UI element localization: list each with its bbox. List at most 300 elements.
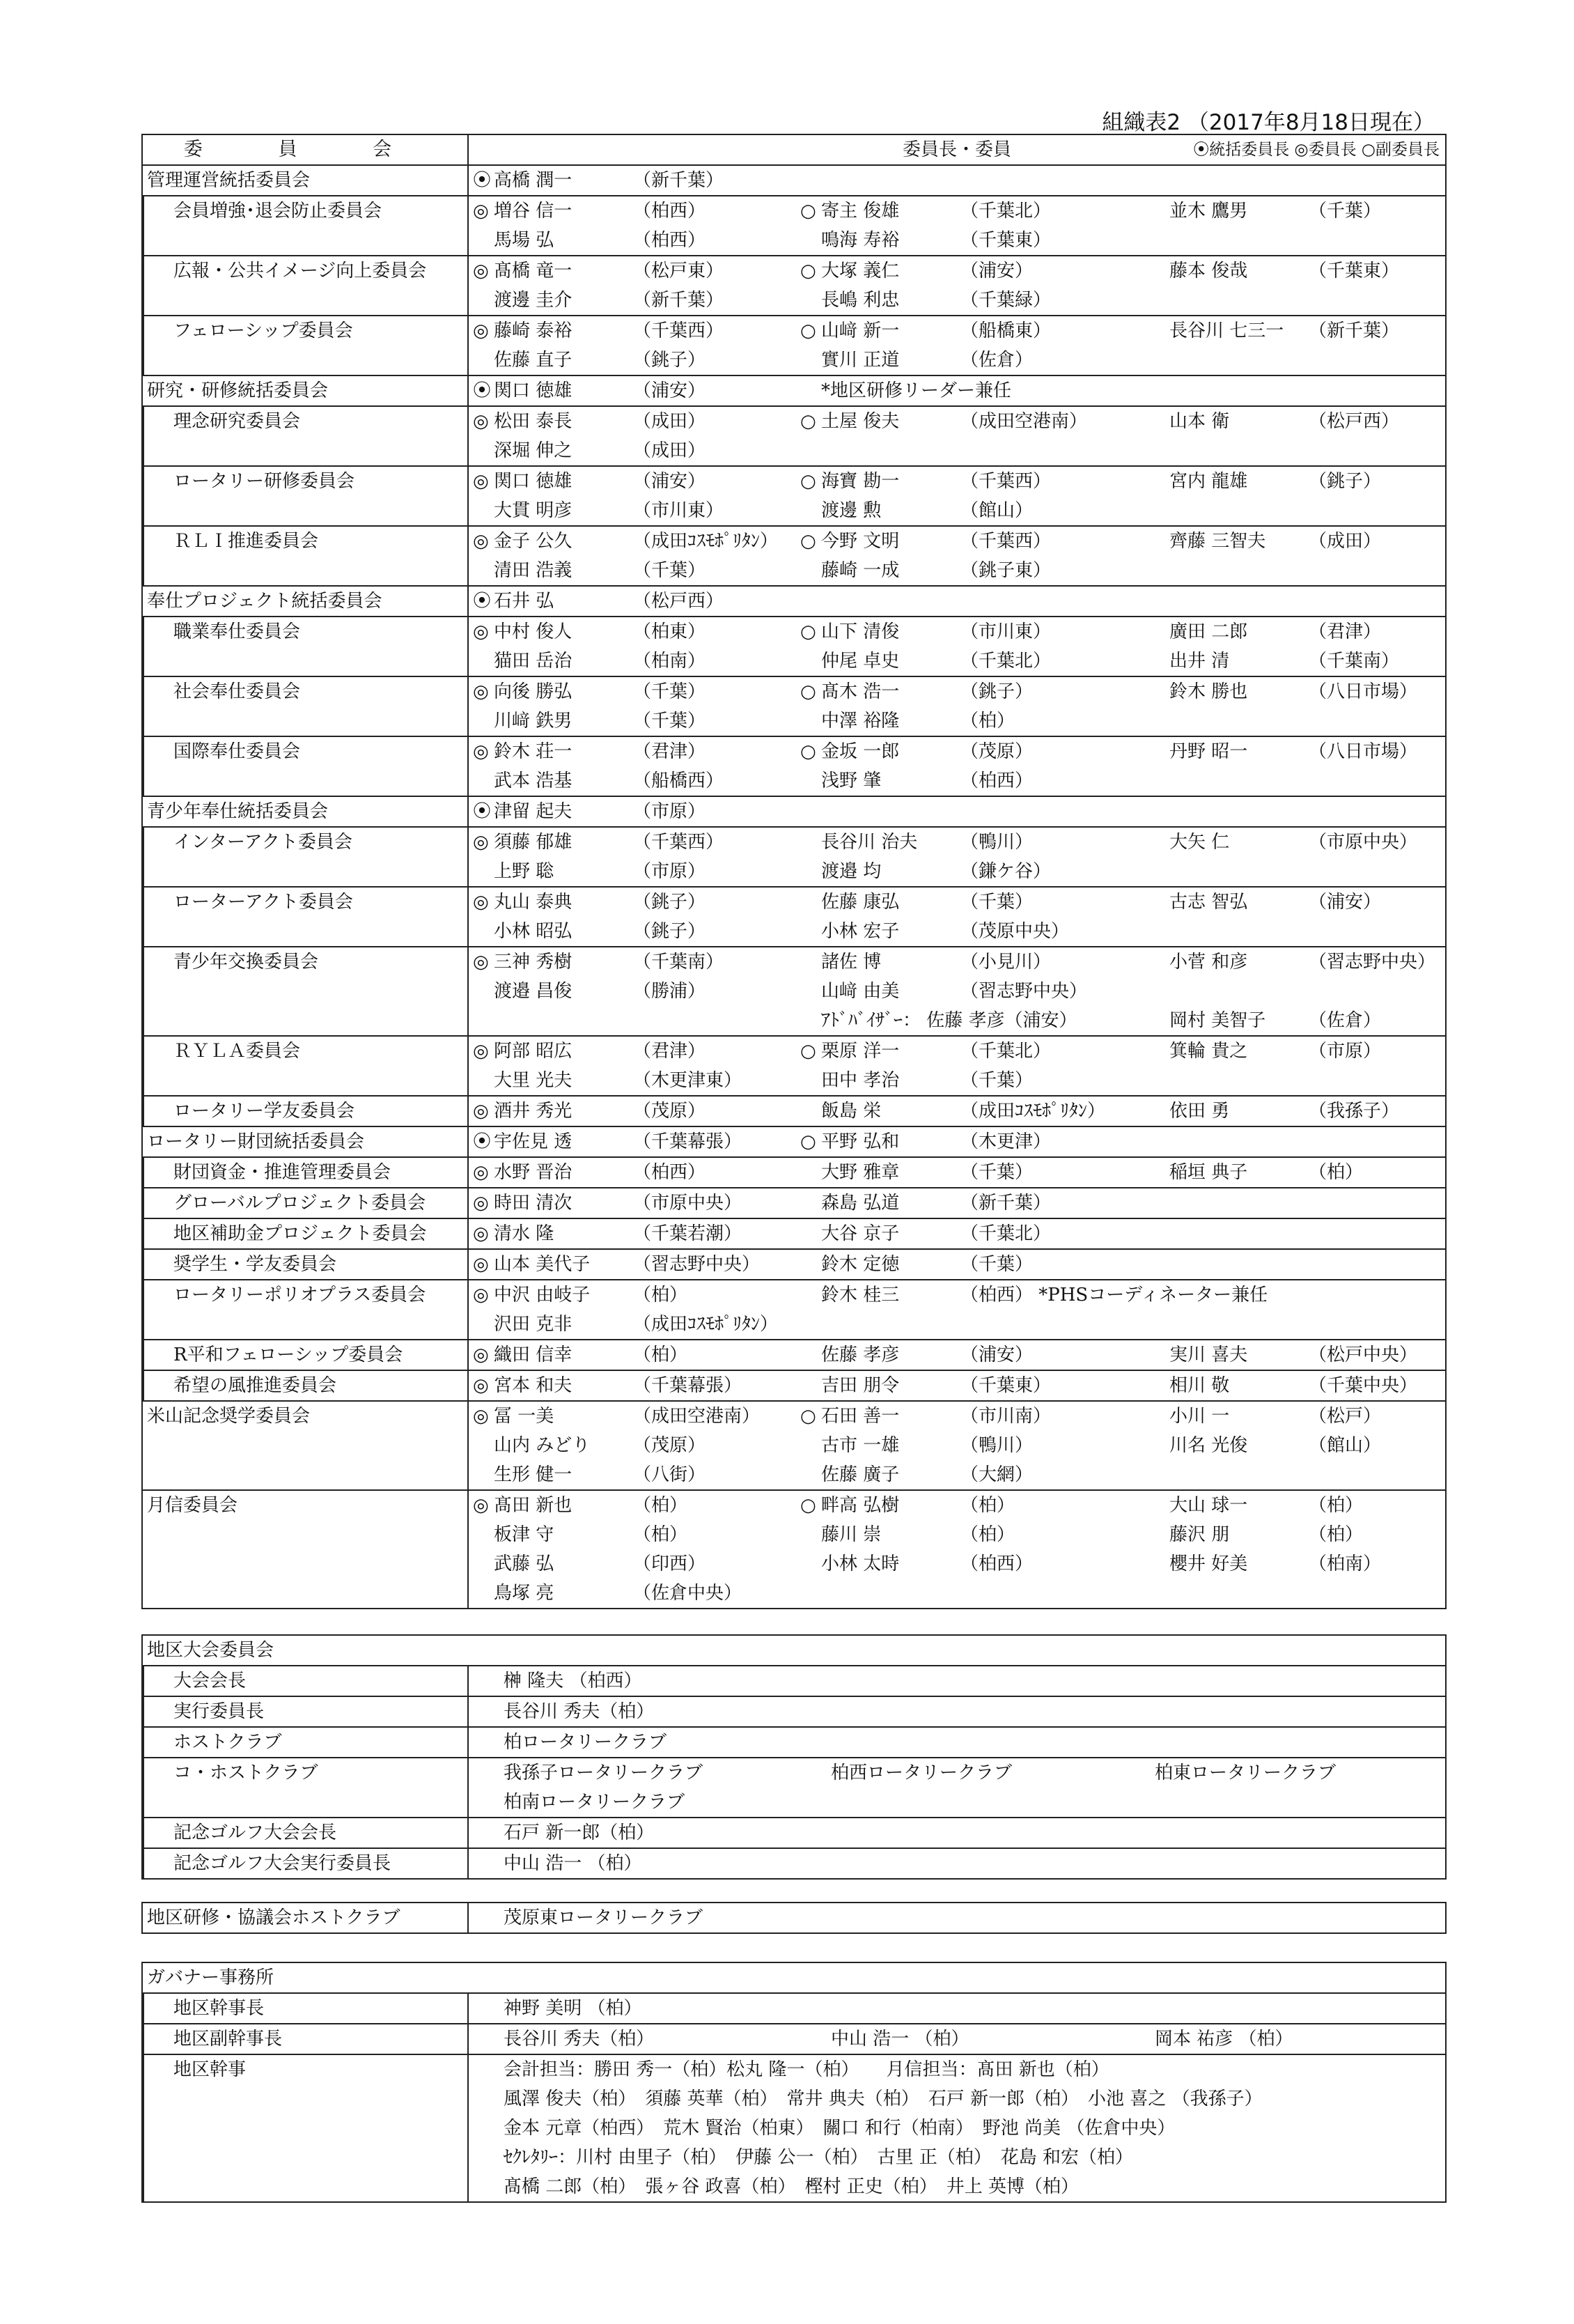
section-title: ガバナー事務所 xyxy=(142,1962,1446,1993)
row-value xyxy=(468,1666,1446,1696)
committee-row xyxy=(142,617,1446,676)
member-line xyxy=(473,1280,1441,1310)
member-club: （市原中央） xyxy=(1309,832,1418,853)
committee-name: 希望の風推進委員会 xyxy=(142,1370,468,1401)
member-name: 藤沢 朋 xyxy=(1169,1524,1230,1545)
row-label: 地区幹事長 xyxy=(142,1993,468,2024)
member-club: （市原） xyxy=(1309,1041,1382,1062)
chair-mark: ◎ xyxy=(473,1345,489,1365)
district-conference-table xyxy=(141,1634,1447,1880)
member-name: 金坂 一郎 xyxy=(821,741,900,762)
member-line xyxy=(473,376,1441,405)
member-entry xyxy=(800,256,1033,286)
vice-chair-mark: ○ xyxy=(800,201,816,222)
member-name: 中沢 由岐子 xyxy=(494,1285,591,1306)
chair-mark: ◎ xyxy=(473,1285,489,1306)
member-club: （成田ｺｽﾓﾎﾟﾘﾀﾝ） xyxy=(960,1101,1106,1122)
value-entry: 榊 隆夫 （柏西） xyxy=(504,1671,642,1691)
member-name: 鈴木 荘一 xyxy=(494,741,572,762)
member-cell xyxy=(468,736,1446,796)
value-line xyxy=(504,1818,1441,1847)
member-club: （千葉） xyxy=(960,1254,1034,1275)
member-name: 今野 文明 xyxy=(821,531,900,552)
member-line xyxy=(473,1310,1441,1339)
member-name: 出井 清 xyxy=(1169,651,1230,672)
header-members xyxy=(468,134,1446,165)
overall-chair-mark: ⦿ xyxy=(473,801,492,822)
member-club: （千葉中央） xyxy=(1309,1375,1418,1396)
value-entry: 長谷川 秀夫（柏） xyxy=(504,1701,655,1722)
member-club: （成田ｺｽﾓﾎﾟﾘﾀﾝ） xyxy=(633,531,779,552)
member-entry xyxy=(800,496,1033,525)
chair-mark: ◎ xyxy=(473,1162,489,1183)
member-name: 箕輪 貴之 xyxy=(1169,1041,1248,1062)
member-club: （佐倉） xyxy=(960,350,1034,371)
vice-chair-mark: ○ xyxy=(800,1406,816,1427)
member-entry xyxy=(1148,407,1399,436)
member-name: 栗原 洋一 xyxy=(821,1041,900,1062)
member-club: （市原） xyxy=(633,801,706,822)
member-club: （木更津東） xyxy=(633,1070,742,1091)
member-entry xyxy=(473,706,706,736)
member-entry xyxy=(473,617,706,646)
member-club: （柏東） xyxy=(633,621,706,642)
committee-name: 青少年奉仕統括委員会 xyxy=(142,796,468,827)
member-name: 佐藤 康弘 xyxy=(821,892,900,913)
member-name: 大塚 義仁 xyxy=(821,261,900,281)
committee-name: 管理運営統括委員会 xyxy=(142,165,468,196)
member-name: 水野 晋治 xyxy=(494,1162,572,1183)
member-entry xyxy=(473,286,724,315)
member-entry xyxy=(473,346,706,375)
member-club: （千葉） xyxy=(960,892,1034,913)
member-name: 石田 善一 xyxy=(821,1406,900,1427)
value-line xyxy=(504,1788,1441,1817)
member-name: 丹野 昭一 xyxy=(1169,741,1248,762)
member-entry xyxy=(473,1402,760,1431)
member-club: （浦安） xyxy=(1309,892,1382,913)
committee-row xyxy=(142,165,1446,196)
committee-name: インターアクト委員会 xyxy=(142,827,468,887)
member-club: （八街） xyxy=(633,1464,706,1485)
member-name: 小林 宏子 xyxy=(821,921,900,942)
member-name: 鈴木 勝也 xyxy=(1169,681,1248,702)
member-name: 齊藤 三智夫 xyxy=(1169,531,1266,552)
member-club: （浦安） xyxy=(960,1345,1034,1365)
committee-name: 会員増強･退会防止委員会 xyxy=(142,196,468,256)
committee-name: 理念研究委員会 xyxy=(142,406,468,466)
member-entry xyxy=(473,1280,687,1310)
member-entry xyxy=(473,1219,742,1248)
chair-mark: ◎ xyxy=(473,411,489,432)
row-value xyxy=(468,2024,1446,2054)
member-club: （柏） xyxy=(1309,1162,1364,1183)
committee-table xyxy=(141,134,1447,1609)
member-name: 依田 勇 xyxy=(1169,1101,1230,1122)
table-row xyxy=(142,1993,1446,2024)
member-club: （君津） xyxy=(1309,621,1382,642)
chair-mark: ◎ xyxy=(473,741,489,762)
chair-mark: ◎ xyxy=(473,1406,489,1427)
table-row xyxy=(142,1758,1446,1818)
member-club: （習志野中央） xyxy=(633,1254,761,1275)
member-entry xyxy=(473,556,706,585)
member-name: 馬場 弘 xyxy=(494,230,554,251)
member-club: （成田） xyxy=(1309,531,1382,552)
value-entry: 石戸 新一郎（柏） xyxy=(504,1822,655,1843)
member-club: （千葉北） xyxy=(960,651,1052,672)
member-name: 深堀 伸之 xyxy=(494,440,572,461)
member-entry xyxy=(800,706,1015,736)
member-club: （鎌ケ谷） xyxy=(960,861,1052,882)
member-line xyxy=(473,766,1441,796)
member-club: （市原） xyxy=(633,861,706,882)
member-entry xyxy=(473,166,724,195)
member-name: 阿部 昭広 xyxy=(494,1041,572,1062)
member-name: 仲尾 卓史 xyxy=(821,651,900,672)
member-name: 中村 俊人 xyxy=(494,621,572,642)
member-name: 猫田 岳治 xyxy=(494,651,572,672)
row-label: 地区副幹事長 xyxy=(142,2024,468,2054)
vice-chair-mark: ○ xyxy=(800,261,816,281)
committee-name: 米山記念奨学委員会 xyxy=(142,1401,468,1490)
member-line xyxy=(473,706,1441,736)
member-club: （千葉） xyxy=(960,1070,1034,1091)
member-entry xyxy=(1148,1158,1363,1187)
member-entry xyxy=(473,947,724,977)
member-entry xyxy=(473,527,778,556)
member-line xyxy=(473,496,1441,525)
member-entry xyxy=(800,1097,1105,1126)
member-line xyxy=(473,1188,1441,1218)
member-cell xyxy=(468,617,1446,676)
member-club: （柏） xyxy=(633,1285,688,1306)
member-club: （千葉北） xyxy=(960,1223,1052,1244)
member-entry xyxy=(473,1066,742,1095)
vice-chair-mark: ○ xyxy=(800,1041,816,1062)
member-line xyxy=(473,1520,1441,1549)
member-club: （市川南） xyxy=(960,1406,1052,1427)
member-line xyxy=(473,166,1441,195)
member-club: （鴨川） xyxy=(960,832,1034,853)
committee-row xyxy=(142,796,1446,827)
member-club: （君津） xyxy=(633,741,706,762)
table-row xyxy=(142,1635,1446,1666)
member-name: 松田 泰長 xyxy=(494,411,572,432)
member-entry xyxy=(473,587,724,616)
member-name: 渡邉 昌俊 xyxy=(494,981,572,1002)
member-name: 長谷川 七三一 xyxy=(1169,320,1284,341)
value-line xyxy=(504,2114,1441,2143)
member-club: （成田ｺｽﾓﾎﾟﾘﾀﾝ） xyxy=(633,1314,779,1335)
member-name: 大山 球一 xyxy=(1169,1495,1248,1516)
member-club: （松戸西） xyxy=(633,591,724,612)
member-entry xyxy=(473,1250,760,1279)
member-entry xyxy=(800,1219,1051,1248)
committee-name: 職業奉仕委員会 xyxy=(142,617,468,676)
value-line xyxy=(504,1849,1441,1878)
chair-mark: ◎ xyxy=(473,681,489,702)
member-line xyxy=(473,1402,1441,1431)
member-entry xyxy=(1148,1491,1363,1520)
row-value xyxy=(468,1696,1446,1727)
member-club: （館山） xyxy=(960,500,1034,521)
member-name: 川名 光俊 xyxy=(1169,1435,1248,1456)
member-club: （柏） xyxy=(633,1524,688,1545)
member-entry xyxy=(1148,256,1399,286)
member-club: （千葉） xyxy=(633,560,706,581)
committee-row xyxy=(142,256,1446,316)
member-entry xyxy=(800,1549,1033,1579)
member-club: （松戸） xyxy=(1309,1406,1382,1427)
member-name: 山﨑 新一 xyxy=(821,320,900,341)
member-club: （大網） xyxy=(960,1464,1034,1485)
value-line xyxy=(504,2024,1441,2054)
member-name: 藤本 俊哉 xyxy=(1169,261,1248,281)
committee-row xyxy=(142,1370,1446,1401)
value-entry: 中山 浩一 （柏） xyxy=(504,1853,642,1874)
member-club: （成田） xyxy=(633,440,706,461)
committee-row xyxy=(142,1126,1446,1157)
kenshu-value: 茂原東ロータリークラブ xyxy=(468,1903,1446,1933)
table-row xyxy=(142,1962,1446,1993)
member-name: 畔高 弘樹 xyxy=(821,1495,900,1516)
member-line xyxy=(473,1579,1441,1608)
vice-chair-mark: ○ xyxy=(800,411,816,432)
member-name: 佐藤 孝彦 xyxy=(821,1345,900,1365)
member-name: 清田 浩義 xyxy=(494,560,572,581)
committee-name: ロータリーポリオプラス委員会 xyxy=(142,1280,468,1340)
member-club: （千葉西） xyxy=(960,471,1052,492)
member-entry xyxy=(473,737,706,766)
value-line xyxy=(504,2143,1441,2172)
committee-name: フェローシップ委員会 xyxy=(142,316,468,375)
member-entry xyxy=(800,828,1033,857)
committee-name: 月信委員会 xyxy=(142,1490,468,1609)
committee-row xyxy=(142,1401,1446,1490)
member-name: 小林 昭弘 xyxy=(494,921,572,942)
member-club: （千葉） xyxy=(633,681,706,702)
member-cell xyxy=(468,1036,1446,1096)
member-entry xyxy=(800,677,1033,706)
member-line xyxy=(473,1097,1441,1126)
member-name: 鈴木 定徳 xyxy=(821,1254,900,1275)
member-entry xyxy=(800,1460,1033,1489)
member-name: 藤崎 一成 xyxy=(821,560,900,581)
member-line xyxy=(473,316,1441,346)
member-cell xyxy=(468,1218,1446,1249)
row-value xyxy=(468,1848,1446,1879)
member-line xyxy=(473,737,1441,766)
member-entry xyxy=(800,1066,1033,1095)
member-entry xyxy=(800,346,1033,375)
committee-name: 国際奉仕委員会 xyxy=(142,736,468,796)
member-name: 大里 光夫 xyxy=(494,1070,572,1091)
member-club: （佐倉中央） xyxy=(633,1583,742,1604)
value-line xyxy=(504,1758,1441,1788)
committee-row xyxy=(142,316,1446,375)
member-name: 佐藤 直子 xyxy=(494,350,572,371)
member-club: （茂原） xyxy=(960,741,1034,762)
member-name: 相川 敬 xyxy=(1169,1375,1230,1396)
vice-chair-mark: ○ xyxy=(800,621,816,642)
member-name: 大谷 京子 xyxy=(821,1223,900,1244)
member-club: （浦安） xyxy=(1004,1010,1077,1031)
member-line xyxy=(473,467,1441,496)
member-name: 鈴木 桂三 xyxy=(821,1285,900,1306)
committee-row xyxy=(142,827,1446,887)
member-entry xyxy=(473,1431,706,1460)
member-club: （柏西） xyxy=(633,201,706,222)
committee-row xyxy=(142,947,1446,1036)
member-club: （柏） xyxy=(1309,1495,1364,1516)
member-cell xyxy=(468,947,1446,1036)
member-name: 大野 雅章 xyxy=(821,1162,900,1183)
member-club: （千葉西） xyxy=(633,320,724,341)
member-entry xyxy=(473,677,706,706)
member-club: （千葉南） xyxy=(1309,651,1400,672)
member-cell xyxy=(468,1126,1446,1157)
member-entry xyxy=(800,527,1051,556)
row-value xyxy=(468,1727,1446,1758)
member-club: （茂原） xyxy=(633,1101,706,1122)
member-club: （千葉東） xyxy=(960,230,1052,251)
member-cell xyxy=(468,1280,1446,1340)
member-cell xyxy=(468,406,1446,466)
row-label: 記念ゴルフ大会会長 xyxy=(142,1818,468,1848)
chair-mark: ◎ xyxy=(473,1375,489,1396)
member-entry xyxy=(800,316,1051,346)
member-entry xyxy=(800,376,1011,405)
member-name: 森島 弘道 xyxy=(821,1193,900,1214)
member-entry xyxy=(800,1250,1033,1279)
committee-name: ＲＹＬＡ委員会 xyxy=(142,1036,468,1096)
member-cell xyxy=(468,1370,1446,1401)
header-members-label: 委員長・委員 xyxy=(902,139,1011,160)
member-entry xyxy=(1148,888,1381,917)
member-line xyxy=(473,226,1441,255)
value-entry: 柏南ロータリークラブ xyxy=(504,1792,685,1813)
member-line xyxy=(473,1066,1441,1095)
member-line xyxy=(473,436,1441,465)
member-line xyxy=(473,888,1441,917)
table-row xyxy=(142,1818,1446,1848)
member-entry xyxy=(473,407,706,436)
value-line xyxy=(504,1728,1441,1757)
member-club: （木更津） xyxy=(960,1131,1052,1152)
committee-row xyxy=(142,1340,1446,1370)
committee-row xyxy=(142,887,1446,947)
member-name: 長嶋 利忠 xyxy=(821,290,900,311)
committee-name: 奨学生・学友委員会 xyxy=(142,1249,468,1280)
header-row xyxy=(142,134,1446,165)
member-entry xyxy=(1148,1520,1363,1549)
member-club: （佐倉） xyxy=(1309,1010,1382,1031)
kenshu-label: 地区研修・協議会ホストクラブ xyxy=(142,1903,468,1933)
member-club: （銚子） xyxy=(633,892,706,913)
member-name: 沢田 克非 xyxy=(494,1314,572,1335)
value-line xyxy=(504,2084,1441,2114)
member-club: （市川東） xyxy=(633,500,724,521)
member-entry xyxy=(800,977,1087,1006)
member-line xyxy=(473,1158,1441,1187)
member-cell xyxy=(468,375,1446,406)
member-club: （千葉幕張） xyxy=(633,1375,742,1396)
member-name: 廣田 二郎 xyxy=(1169,621,1248,642)
member-club: （千葉） xyxy=(633,711,706,731)
member-entry xyxy=(473,766,724,796)
member-name: 小菅 和彦 xyxy=(1169,952,1248,973)
overall-chair-mark: ⦿ xyxy=(473,591,492,612)
member-name: 三神 秀樹 xyxy=(494,952,572,973)
table-row xyxy=(142,2024,1446,2054)
member-entry xyxy=(800,1491,1015,1520)
table-row xyxy=(142,1727,1446,1758)
member-name: 石井 弘 xyxy=(494,591,554,612)
member-club: （千葉東） xyxy=(1309,261,1400,281)
member-cell xyxy=(468,196,1446,256)
row-label: コ・ホストクラブ xyxy=(142,1758,468,1818)
member-line xyxy=(473,917,1441,946)
member-entry xyxy=(473,1037,706,1066)
member-name: 宮本 和夫 xyxy=(494,1375,572,1396)
member-name: 飯島 栄 xyxy=(821,1101,882,1122)
member-line xyxy=(473,1127,1441,1156)
committee-name: 研究・研修統括委員会 xyxy=(142,375,468,406)
member-club: （柏） xyxy=(960,1495,1015,1516)
member-entry xyxy=(473,467,706,496)
member-name: 山下 清俊 xyxy=(821,621,900,642)
committee-name: 広報・公共イメージ向上委員会 xyxy=(142,256,468,316)
member-club: （柏） xyxy=(960,711,1015,731)
member-club: （君津） xyxy=(633,1041,706,1062)
value-entry: 柏西ロータリークラブ xyxy=(831,1763,1013,1783)
value-line xyxy=(504,1666,1441,1696)
member-club: （松戸西） xyxy=(1309,411,1400,432)
member-cell xyxy=(468,1249,1446,1280)
member-club: （船橋西） xyxy=(633,770,724,791)
member-entry xyxy=(800,196,1051,226)
member-entry xyxy=(800,467,1051,496)
member-name: 浅野 肇 xyxy=(821,770,882,791)
table-row xyxy=(142,2054,1446,2202)
member-name: 佐藤 廣子 xyxy=(821,1464,900,1485)
member-entry xyxy=(473,256,724,286)
member-club: （新千葉） xyxy=(633,290,724,311)
member-club: （千葉東） xyxy=(960,1375,1052,1396)
member-cell xyxy=(468,1490,1446,1609)
member-entry xyxy=(473,977,706,1006)
member-entry xyxy=(800,1127,1051,1156)
overall-chair-mark: ⦿ xyxy=(473,380,492,401)
member-club: （新千葉） xyxy=(1309,320,1400,341)
member-name: 山本 美代子 xyxy=(494,1254,591,1275)
member-line xyxy=(473,857,1441,886)
vice-chair-mark: ○ xyxy=(800,741,816,762)
member-line xyxy=(473,617,1441,646)
member-name: 諸佐 博 xyxy=(821,952,882,973)
chair-mark: ◎ xyxy=(473,892,489,913)
member-entry xyxy=(473,1579,742,1608)
member-name: 宮内 龍雄 xyxy=(1169,471,1248,492)
vice-chair-mark: ○ xyxy=(800,681,816,702)
member-line xyxy=(473,286,1441,315)
chair-mark: ◎ xyxy=(473,471,489,492)
member-name: 板津 守 xyxy=(494,1524,554,1545)
vice-chair-mark: ○ xyxy=(800,531,816,552)
member-entry xyxy=(800,556,1051,585)
member-name: 酒井 秀光 xyxy=(494,1101,572,1122)
